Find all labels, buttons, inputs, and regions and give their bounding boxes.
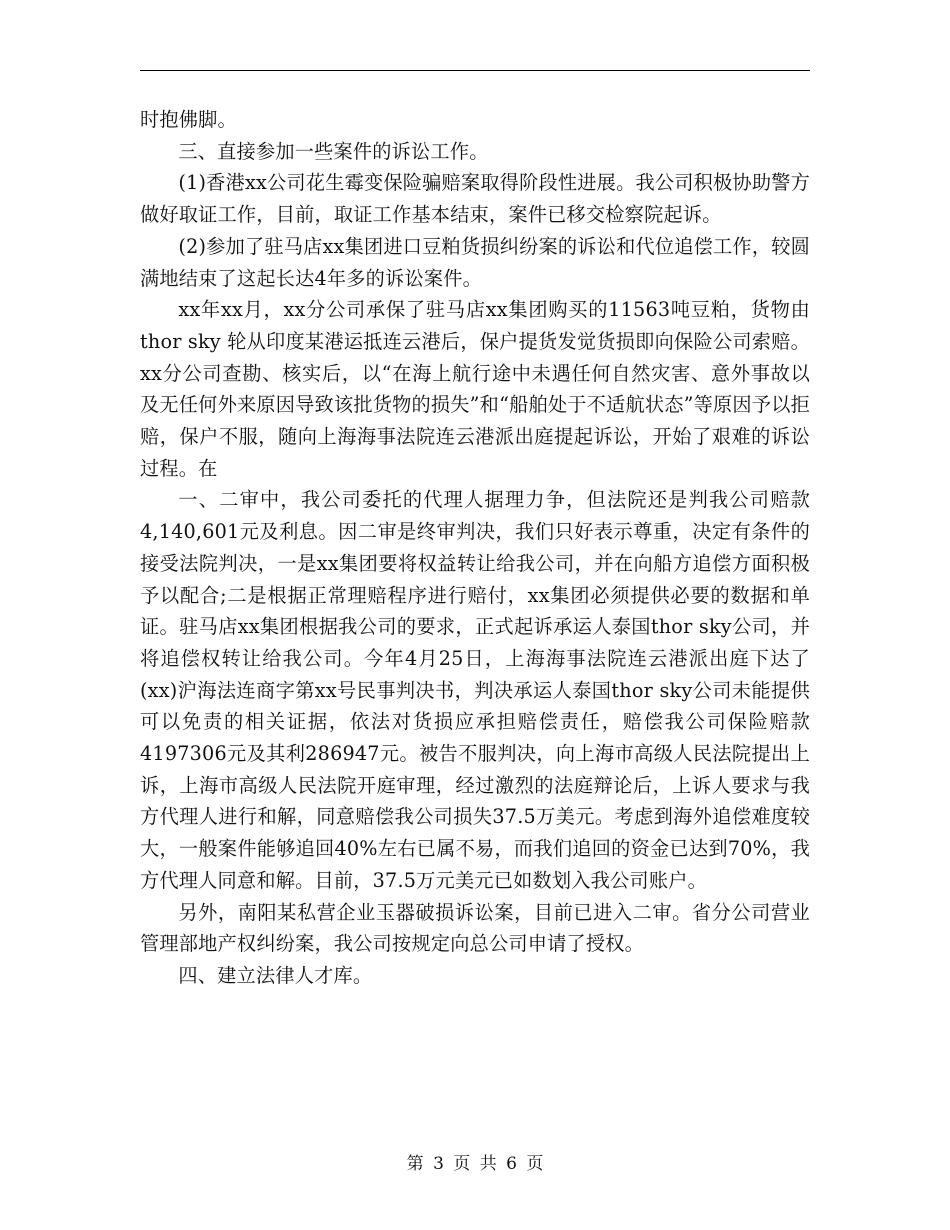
header-rule <box>140 70 810 71</box>
paragraph-7: 另外，南阳某私营企业玉器破损诉讼案，目前已进入二审。省分公司营业管理部地产权纠纷案，我公司按规定向总公司申请了授权。 <box>140 900 810 956</box>
document-body <box>140 104 810 992</box>
page-number-footer: 第 3 页 共 6 页 <box>406 1154 544 1174</box>
paragraph-5: xx年xx月，xx分公司承保了驻马店xx集团购买的11563吨豆粕，货物由thor sky 轮从印度某港运抵连云港后，保户提货发觉货损即向保险公司索赔。xx分公司查勘、核实后，以“在海上航行途中未遇任何自然灾害、意外事故以及无任何外来原因导致该批货物的损失”和“船舶处于不适航状态”等原因予以拒赔，保户不服，随向上海海事法院连云港派出庭提起诉讼，开始了艰难的诉讼过程。在 <box>140 298 810 480</box>
paragraph-8: 四、建立法律人才库。 <box>178 963 373 987</box>
paragraph-3: (1)香港xx公司花生霉变保险骗赔案取得阶段性进展。我公司积极协助警方做好取证工作，目前，取证工作基本结束，案件已移交检察院起诉。 <box>140 171 810 227</box>
paragraph-1: 时抱佛脚。 <box>140 108 237 131</box>
paragraph-6: 一、二审中，我公司委托的代理人据理力争，但法院还是判我公司赔款4,140,601元及利息。因二审是终审判决，我们只好表示尊重，决定有条件的接受法院判决，一是xx集团要将权益转让给我公司，并在向船方追偿方面积极予以配合;二是根据正常理赔程序进行赔付，xx集团必须提供必要的数据和单证。驻马店xx集团根据我公司的要求，正式起诉承运人泰国thor sky公司，并将追偿权转让给我公司。今年4月25日，上海海事法院连云港派出庭下达了(xx)沪海法连商字第xx号民事判决书，判决承运人泰国thor sky公司未能提供可以免责的相关证据，依法对货损应承担赔偿责任，赔偿我公司保险赔款4197306元及其利286947元。被告不服判决，向上海市高级人民法院提出上诉，上海市高级人民法院开庭审理，经过激烈的法庭辩论后，上诉人要求与我方代理人进行和解，同意赔偿我公司损失37.5万美元。考虑到海外追偿难度较大，一般案件能够追回40%左右已属不易，而我们追回的资金已达到70%，我方代理人同意和解。目前，37.5万元美元已如数划入我公司账户。 <box>140 488 810 892</box>
paragraph-4: (2)参加了驻马店xx集团进口豆粕货损纠纷案的诉讼和代位追偿工作，较圆满地结束了这起长达4年多的诉讼案件。 <box>140 234 810 290</box>
paragraph-2: 三、直接参加一些案件的诉讼工作。 <box>178 139 489 163</box>
